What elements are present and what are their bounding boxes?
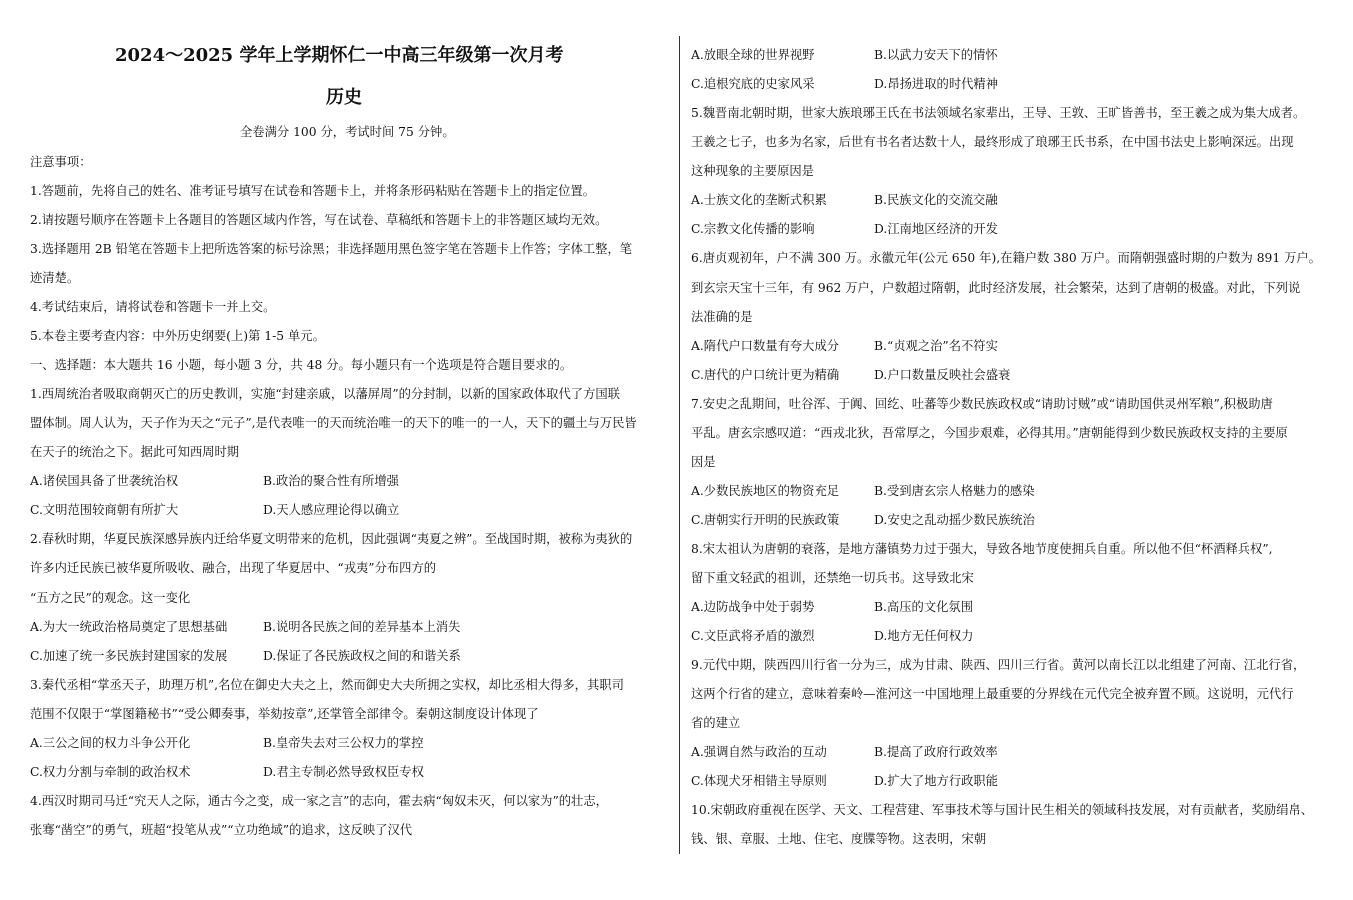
q1-option-a: A.诸侯国具备了世袭统治权	[30, 474, 179, 488]
q2-option-d: D.保证了各民族政权之间的和谐关系	[263, 649, 461, 663]
note-2: 2.请按题号顺序在答题卡上各题目的答题区域内作答，写在试卷、草稿纸和答题卡上的非答题区域均无效。	[30, 213, 608, 227]
q4-option-c: C.追根究底的史家风采	[691, 77, 815, 91]
q6-option-b: B.“贞观之治”名不符实	[874, 339, 998, 353]
q10-stem-1: 10.宋朝政府重视在医学、天文、工程营建、军事技术等与国计民生相关的领域科技发展，对有贡献者，奖励绢帛、	[691, 803, 1314, 817]
note-1: 1.答题前，先将自己的姓名、准考证号填写在试卷和答题卡上，并将条形码粘贴在答题卡上的指定位置。	[30, 184, 596, 198]
q4-option-d: D.昂扬进取的时代精神	[874, 77, 999, 91]
q5-stem-3: 这种现象的主要原因是	[691, 164, 814, 178]
q7-stem-2: 平乱。唐玄宗感叹道：“西戎北狄，吾常厚之，今国步艰难，必得其用。”唐朝能得到少数民族政权支持的主要原	[691, 426, 1288, 440]
q9-options-ab	[691, 744, 1331, 760]
q4-stem-2: 张骞“凿空”的勇气，班超“投笔从戎”“立功绝域”的追求，这反映了汉代	[30, 823, 413, 837]
q5-options-ab	[691, 192, 1331, 208]
q8-option-a: A.边防战争中处于弱势	[691, 600, 815, 614]
q2-stem-2: 许多内迁民族已被华夏所吸收、融合，出现了华夏居中、“戎夷”分布四方的	[30, 561, 437, 575]
q7-stem-3: 因是	[691, 455, 716, 469]
q1-stem-3: 在天子的统治之下。据此可知西周时期	[30, 445, 240, 459]
q3-options-ab	[30, 735, 670, 751]
q7-options-ab	[691, 483, 1331, 499]
q6-options-ab	[691, 338, 1331, 354]
q9-option-b: B.提高了政府行政效率	[874, 745, 998, 759]
q1-option-d: D.天人感应理论得以确立	[263, 503, 400, 517]
q4-stem-1: 4.西汉时期司马迁“究天人之际，通古今之变，成一家之言”的志向，霍去病“匈奴未灭，何以家为”的壮志，	[30, 794, 608, 808]
q9-options-cd	[691, 773, 1331, 789]
q2-option-a: A.为大一统政治格局奠定了思想基础	[30, 620, 228, 634]
q1-option-c: C.文明范围较商朝有所扩大	[30, 503, 179, 517]
q6-option-d: D.户口数量反映社会盛衰	[874, 368, 1011, 382]
exam-title: 2024～2025 学年上学期怀仁一中高三年级第一次月考	[115, 45, 564, 66]
q3-stem-1: 3.秦代丞相“掌丞天子，助理万机”,名位在御史大夫之上，然而御史大夫所拥之实权，却比丞相大得多，其职司	[30, 678, 624, 692]
q9-option-d: D.扩大了地方行政职能	[874, 774, 999, 788]
score-note: 全卷满分 100 分，考试时间 75 分钟。	[240, 125, 455, 139]
q8-options-ab	[691, 599, 1331, 615]
q7-option-d: D.安史之乱动摇少数民族统治	[874, 513, 1035, 527]
q7-option-a: A.少数民族地区的物资充足	[691, 484, 840, 498]
q1-stem-1: 1.西周统治者吸取商朝灭亡的历史教训，实施“封建亲戚，以藩屏周”的分封制，以新的国家政体取代了方国联	[30, 387, 620, 401]
q9-stem-3: 省的建立	[691, 716, 741, 730]
q2-stem-1: 2.春秋时期，华夏民族深感异族内迁给华夏文明带来的危机，因此强调“夷夏之辨”。至战国时期，被称为夷狄的	[30, 532, 633, 546]
q4-options-ab	[691, 47, 1331, 63]
note-5: 5.本卷主要考查内容：中外历史纲要(上)第 1-5 单元。	[30, 329, 325, 343]
q2-options-ab	[30, 619, 670, 635]
q5-option-d: D.江南地区经济的开发	[874, 222, 999, 236]
q7-stem-1: 7.安史之乱期间，吐谷浑、于阗、回纥、吐蕃等少数民族政权或“请助讨贼”或“请助国供灵州军粮”,积极助唐	[691, 397, 1273, 411]
q9-option-a: A.强调自然与政治的互动	[691, 745, 827, 759]
q5-stem-2: 王羲之七子，也多为名家，后世有书名者达数十人，最终形成了琅琊王氏书系，在中国书法史上影响深远。出现	[691, 135, 1294, 149]
q2-option-b: B.说明各民族之间的差异基本上消失	[263, 620, 461, 634]
q3-option-a: A.三公之间的权力斗争公开化	[30, 736, 191, 750]
note-4: 4.考试结束后，请将试卷和答题卡一并上交。	[30, 300, 276, 314]
q1-option-b: B.政治的聚合性有所增强	[263, 474, 399, 488]
q9-stem-1: 9.元代中期，陕西四川行省一分为三，成为甘肃、陕西、四川三行省。黄河以南长江以北组建了河南、江北行省，	[691, 658, 1306, 672]
q5-stem-1: 5.魏晋南北朝时期，世家大族琅琊王氏在书法领域名家辈出，王导、王敦、王旷皆善书，至王羲之成为集大成者。	[691, 106, 1306, 120]
q6-option-a: A.隋代户口数量有夸大成分	[691, 339, 840, 353]
exam-subject: 历史	[326, 87, 362, 108]
q10-stem-2: 钱、银、章服、土地、住宅、度牒等物。这表明，宋朝	[691, 832, 987, 846]
q6-options-cd	[691, 367, 1331, 383]
q7-option-b: B.受到唐玄宗人格魅力的感染	[874, 484, 1035, 498]
q8-option-c: C.文臣武将矛盾的激烈	[691, 629, 815, 643]
note-3-cont: 迹清楚。	[30, 271, 80, 285]
q4-option-b: B.以武力安天下的情怀	[874, 48, 998, 62]
section-heading: 一、选择题：本大题共 16 小题，每小题 3 分，共 48 分。每小题只有一个选项是符合题目要求的。	[30, 358, 573, 372]
q8-option-b: B.高压的文化氛围	[874, 600, 974, 614]
q4-options-cd	[691, 76, 1331, 92]
q6-option-c: C.唐代的户口统计更为精确	[691, 368, 840, 382]
q9-option-c: C.体现犬牙相错主导原则	[691, 774, 827, 788]
q2-option-c: C.加速了统一多民族封建国家的发展	[30, 649, 228, 663]
q8-options-cd	[691, 628, 1331, 644]
q3-option-c: C.权力分割与牵制的政治权术	[30, 765, 191, 779]
q4-option-a: A.放眼全球的世界视野	[691, 48, 815, 62]
column-divider	[679, 36, 680, 854]
q6-stem-3: 法准确的是	[691, 310, 753, 324]
q6-stem-2: 到玄宗天宝十三年，有 962 万户，户数超过隋朝，此时经济发展，社会繁荣，达到了唐朝的极盛。对此，下列说	[691, 281, 1301, 295]
q7-options-cd	[691, 512, 1331, 528]
q1-stem-2: 盟体制。周人认为，天子作为天之“元子”,是代表唯一的天而统治唯一的天下的唯一的一人，天下的疆土与万民皆	[30, 416, 637, 430]
q6-stem-1: 6.唐贞观初年，户不满 300 万。永徽元年(公元 650 年),在籍户数 380 万户。而隋朝强盛时期的户数为 891 万户。	[691, 251, 1321, 265]
q8-stem-2: 留下重文轻武的祖训，还禁绝一切兵书。这导致北宋	[691, 571, 974, 585]
q7-option-c: C.唐朝实行开明的民族政策	[691, 513, 840, 527]
q5-options-cd	[691, 221, 1331, 237]
q1-options-cd	[30, 502, 670, 518]
q3-option-b: B.皇帝失去对三公权力的掌控	[263, 736, 424, 750]
q1-options-ab	[30, 473, 670, 489]
q2-options-cd	[30, 648, 670, 664]
q3-options-cd	[30, 764, 670, 780]
note-3: 3.选择题用 2B 铅笔在答题卡上把所选答案的标号涂黑；非选择题用黑色签字笔在答题卡上作答；字体工整，笔	[30, 242, 633, 256]
q8-stem-1: 8.宋太祖认为唐朝的衰落，是地方藩镇势力过于强大，导致各地节度使拥兵自重。所以他不但“杯酒释兵权”,	[691, 542, 1273, 556]
q3-stem-2: 范围不仅限于“掌图籍秘书”“受公卿奏事，举劾按章”,还掌管全部律令。秦朝这制度设计体现了	[30, 707, 539, 721]
q5-option-b: B.民族文化的交流交融	[874, 193, 998, 207]
q8-option-d: D.地方无任何权力	[874, 629, 974, 643]
q2-stem-3: “五方之民”的观念。这一变化	[30, 591, 191, 605]
q5-option-a: A.士族文化的垄断式积累	[691, 193, 827, 207]
q3-option-d: D.君主专制必然导致权臣专权	[263, 765, 424, 779]
q5-option-c: C.宗教文化传播的影响	[691, 222, 815, 236]
q9-stem-2: 这两个行省的建立，意味着秦岭—淮河这一中国地理上最重要的分界线在元代完全被弃置不顾。这说明，元代行	[691, 687, 1294, 701]
notes-heading: 注意事项：	[30, 155, 92, 169]
